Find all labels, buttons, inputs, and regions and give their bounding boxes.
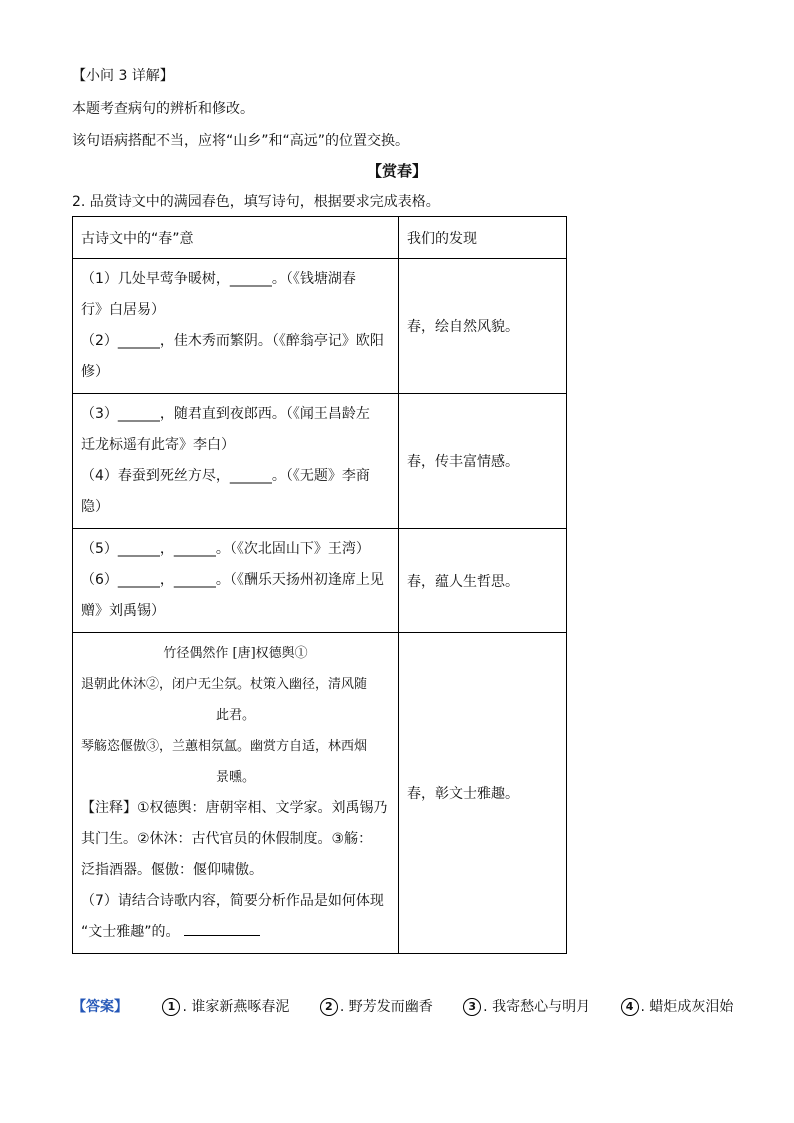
answer-blank [184,921,260,936]
table-row [73,529,567,633]
cell-line: （3）______，随君直到夜郎西。（《闻王昌龄左 [81,406,370,422]
answer-item [621,999,734,1015]
section-title: 【赏春】 [366,162,427,180]
answer-text: . 野芳发而幽香 [339,999,433,1015]
table-row [73,259,567,394]
explanation-line-2: 该句语病搭配不当，应将“山乡”和“高远”的位置交换。 [72,133,410,149]
question-7-line-2 [81,917,390,948]
poem-fill-cell [73,394,399,529]
finding-cell: 春，传丰富情感。 [399,394,567,529]
cell-line: 隐） [81,499,109,515]
poem-block [81,638,390,793]
finding-cell: 春，彰文士雅趣。 [399,633,567,954]
question-7-text: “文士雅趣”的。 [81,924,180,940]
circled-number: 2 [320,998,338,1016]
note-line: 【注释】①权德舆：唐朝宰相、文学家。刘禹锡乃 [81,800,388,816]
table-row [73,394,567,529]
poem-line: 此君。 [215,708,255,723]
column-header-left: 古诗文中的“春”意 [73,217,399,259]
table-row [73,633,567,954]
poem-fill-cell [73,259,399,394]
cell-line: （6）______，______。（《酬乐天扬州初逢席上见 [81,572,384,588]
cell-line: 修） [81,364,109,380]
poem-line: 景曛。 [215,770,255,785]
cell-line: （4）春蚕到死丝方尽，______。（《无题》李商 [81,468,370,484]
answer-line [72,996,772,1016]
cell-line: 赠》刘禹锡） [81,603,165,619]
question-prompt: 2. 品赏诗文中的满园春色，填写诗句，根据要求完成表格。 [72,194,440,210]
answer-item [463,999,590,1015]
circled-number: 1 [162,998,180,1016]
poem-line: 退朝此休沐②，闭户无尘氛。杖策入幽径，清风随 [81,677,368,692]
cell-line: （5）______，______。（《次北固山下》王湾） [81,541,370,557]
answer-text: . 蜡炬成灰泪始 [640,999,734,1015]
poem-fill-cell [73,529,399,633]
cell-line: （1）几处早莺争暖树，______。（《钱塘湖春 [81,271,356,287]
answer-item [320,999,433,1015]
circled-number: 4 [621,998,639,1016]
question-7-line: （7）请结合诗歌内容，简要分析作品是如何体现 [81,893,384,909]
note-line: 泛指酒器。偃傲：偃仰啸傲。 [81,862,263,878]
finding-cell: 春，蕴人生哲思。 [399,529,567,633]
note-line: 其门生。②休沐：古代官员的休假制度。③觞： [81,831,373,847]
table-header-row [73,217,567,259]
answer-text: . 我寄愁心与明月 [483,999,591,1015]
poem-analysis-cell [73,633,399,954]
circled-number: 3 [463,998,481,1016]
poem-line: 琴觞恣偃傲③，兰蕙相氛氲。幽赏方自适，林西烟 [81,739,368,754]
poetry-table [72,216,567,954]
cell-line: 行》白居易） [81,302,165,318]
cell-line: （2）______，佳木秀而繁阴。（《醉翁亭记》欧阳 [81,333,384,349]
answer-label: 【答案】 [72,999,128,1015]
sub-question-heading: 【小问 3 详解】 [72,68,174,84]
answer-item [162,999,289,1015]
explanation-line-1: 本题考查病句的辨析和修改。 [72,101,254,117]
column-header-right: 我们的发现 [399,217,567,259]
finding-cell: 春，绘自然风貌。 [399,259,567,394]
poem-title: 竹径偶然作 [唐]权德舆① [163,646,308,661]
cell-line: 迁龙标遥有此寄》李白） [81,437,235,453]
answer-text: . 谁家新燕啄春泥 [182,999,290,1015]
